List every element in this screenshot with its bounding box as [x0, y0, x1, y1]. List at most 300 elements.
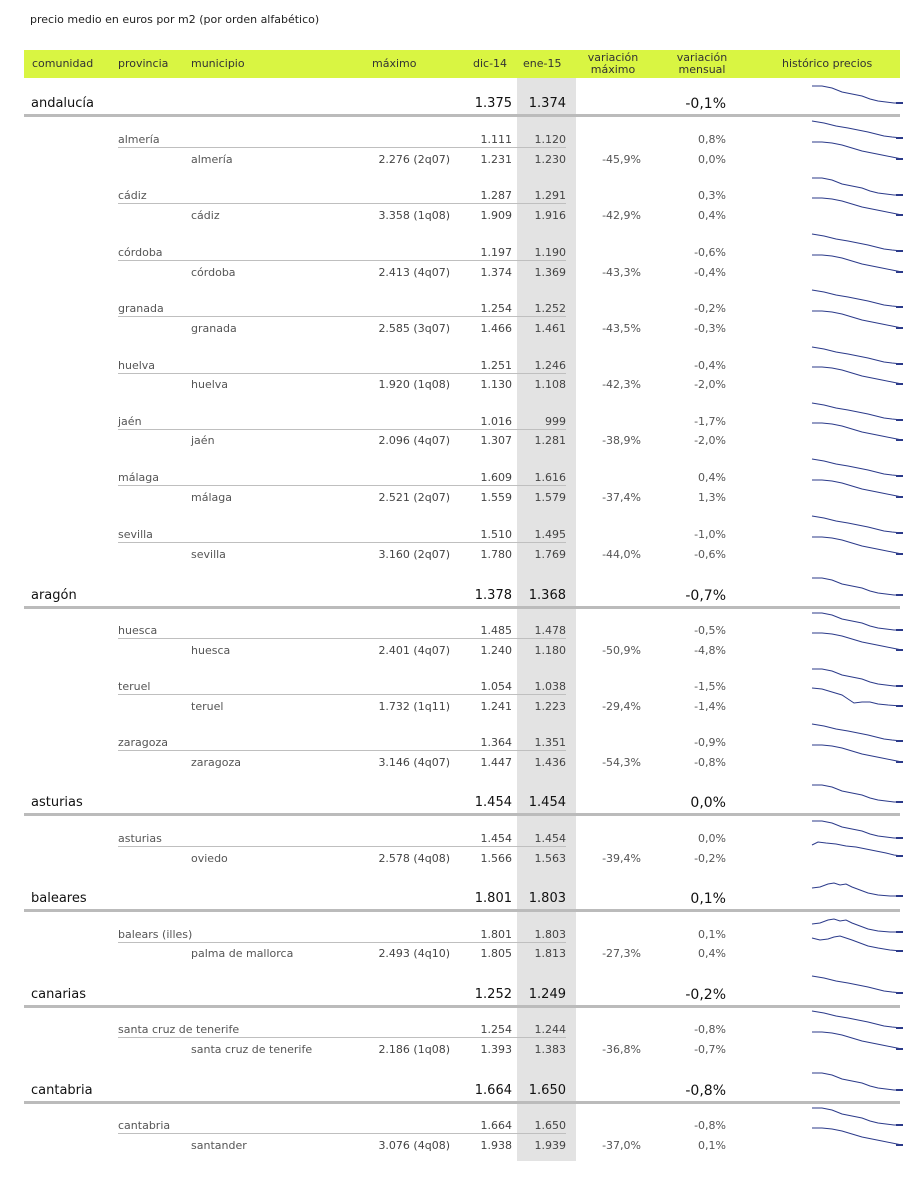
provincia-name: cádiz — [118, 189, 147, 202]
historico-sparkline — [812, 176, 902, 198]
dic-14-value: 1.240 — [480, 644, 512, 657]
sparkline-line — [812, 976, 902, 993]
sparkline-end-marker — [896, 950, 903, 952]
table-row-mun — [0, 545, 914, 565]
provincia-underline — [118, 542, 566, 543]
maximo-value: 1.732 (1q11) — [378, 700, 450, 713]
variacion-mensual-value: 0,8% — [698, 133, 726, 146]
dic-14-value: 1.466 — [480, 322, 512, 335]
municipio-name: córdoba — [191, 266, 236, 279]
provincia-underline — [118, 147, 566, 148]
municipio-name: teruel — [191, 700, 224, 713]
variacion-mensual-value: -0,7% — [694, 1043, 726, 1056]
ene-15-value: 1.249 — [528, 987, 566, 1002]
variacion-maximo-value: -54,3% — [602, 756, 641, 769]
sparkline-end-marker — [896, 306, 903, 308]
provincia-name: huelva — [118, 359, 156, 372]
sparkline-line — [812, 290, 902, 307]
provincia-name: granada — [118, 302, 164, 315]
historico-sparkline — [812, 289, 902, 311]
historico-sparkline — [812, 819, 902, 841]
sparkline-line — [812, 423, 902, 440]
municipio-name: granada — [191, 322, 237, 335]
table-row-mun — [0, 641, 914, 661]
dic-14-value: 1.938 — [480, 1139, 512, 1152]
dic-14-value: 1.805 — [480, 947, 512, 960]
municipio-name: santa cruz de tenerife — [191, 1043, 313, 1056]
comunidad-divider — [24, 1005, 900, 1008]
dic-14-value: 1.197 — [480, 246, 512, 259]
variacion-mensual-value: 0,1% — [690, 891, 726, 907]
comunidad-divider — [24, 606, 900, 609]
header-provincia: provincia — [118, 57, 169, 70]
sparkline-end-marker — [896, 1089, 903, 1091]
ene-15-value: 1.383 — [534, 1043, 566, 1056]
dic-14-value: 1.231 — [480, 153, 512, 166]
ene-15-value: 1.180 — [534, 644, 566, 657]
variacion-mensual-value: -1,4% — [694, 700, 726, 713]
table-row-mun — [0, 319, 914, 339]
historico-sparkline — [812, 687, 902, 709]
variacion-maximo-value: -36,8% — [602, 1043, 641, 1056]
sparkline-line — [812, 178, 902, 195]
ene-15-value: 1.291 — [534, 189, 566, 202]
provincia-underline — [118, 1037, 566, 1038]
table-header — [24, 50, 900, 78]
municipio-name: huesca — [191, 644, 231, 657]
dic-14-value: 1.780 — [480, 548, 512, 561]
dic-14-value: 1.510 — [480, 528, 512, 541]
sparkline-end-marker — [896, 214, 903, 216]
variacion-mensual-value: -0,6% — [694, 246, 726, 259]
sparkline-end-marker — [896, 895, 903, 897]
table-row-mun — [0, 431, 914, 451]
table-row-mun — [0, 849, 914, 869]
variacion-mensual-value: -2,0% — [694, 434, 726, 447]
historico-sparkline — [812, 253, 902, 275]
variacion-mensual-value: -0,5% — [694, 624, 726, 637]
variacion-mensual-value: -0,2% — [694, 852, 726, 865]
municipio-name: almería — [191, 153, 233, 166]
municipio-name: jaén — [191, 434, 215, 447]
header-variacion-mensual-line1: variación — [676, 51, 728, 64]
sparkline-end-marker — [896, 761, 903, 763]
table-row-com — [0, 889, 914, 909]
ene-15-value: 1.563 — [534, 852, 566, 865]
municipio-name: oviedo — [191, 852, 228, 865]
table-row-com — [0, 985, 914, 1005]
sparkline-end-marker — [896, 740, 903, 742]
dic-14-value: 1.375 — [474, 96, 512, 111]
sparkline-line — [812, 1128, 902, 1145]
sparkline-end-marker — [896, 855, 903, 857]
provincia-underline — [118, 694, 566, 695]
sparkline-end-marker — [896, 801, 903, 803]
variacion-mensual-value: -0,8% — [685, 1083, 726, 1099]
ene-15-value: 1.351 — [534, 736, 566, 749]
ene-15-value: 1.650 — [534, 1119, 566, 1132]
variacion-mensual-value: -0,7% — [685, 588, 726, 604]
historico-sparkline — [812, 743, 902, 765]
historico-sparkline — [812, 611, 902, 633]
maximo-value: 3.076 (4q08) — [378, 1139, 450, 1152]
ene-15-value: 1.454 — [528, 795, 566, 810]
sparkline-line — [812, 821, 902, 838]
sparkline-line — [812, 142, 902, 159]
dic-14-value: 1.254 — [480, 1023, 512, 1036]
sparkline-line — [812, 936, 902, 951]
provincia-underline — [118, 260, 566, 261]
sparkline-end-marker — [896, 383, 903, 385]
table-row-mun — [0, 753, 914, 773]
comunidad-divider — [24, 813, 900, 816]
sparkline-line — [812, 1073, 902, 1090]
provincia-underline — [118, 373, 566, 374]
sparkline-line — [812, 688, 902, 706]
sparkline-line — [812, 745, 902, 762]
maximo-value: 2.096 (4q07) — [378, 434, 450, 447]
dic-14-value: 1.454 — [480, 832, 512, 845]
variacion-mensual-value: -2,0% — [694, 378, 726, 391]
municipio-name: palma de mallorca — [191, 947, 294, 960]
variacion-mensual-value: 0,4% — [698, 471, 726, 484]
historico-sparkline — [812, 1106, 902, 1128]
variacion-mensual-value: 0,1% — [698, 928, 726, 941]
ene-15-value: 1.252 — [534, 302, 566, 315]
maximo-value: 2.578 (4q08) — [378, 852, 450, 865]
variacion-mensual-value: -1,0% — [694, 528, 726, 541]
ene-15-value: 1.478 — [534, 624, 566, 637]
historico-sparkline — [812, 140, 902, 162]
historico-sparkline — [812, 478, 902, 500]
provincia-underline — [118, 485, 566, 486]
variacion-mensual-value: 0,4% — [698, 947, 726, 960]
table-row-mun — [0, 1040, 914, 1060]
sparkline-end-marker — [896, 137, 903, 139]
municipio-name: málaga — [191, 491, 232, 504]
table-row-com — [0, 586, 914, 606]
sparkline-line — [812, 724, 902, 741]
maximo-value: 2.276 (2q07) — [378, 153, 450, 166]
comunidad-divider — [24, 909, 900, 912]
dic-14-value: 1.364 — [480, 736, 512, 749]
sparkline-line — [812, 919, 902, 932]
variacion-maximo-value: -42,9% — [602, 209, 641, 222]
header-historico-precios: histórico precios — [782, 57, 873, 70]
provincia-name: jaén — [118, 415, 142, 428]
table-row-com — [0, 1081, 914, 1101]
ene-15-value: 1.223 — [534, 700, 566, 713]
variacion-maximo-value: -38,9% — [602, 434, 641, 447]
dic-14-value: 1.609 — [480, 471, 512, 484]
ene-15-value: 1.368 — [528, 588, 566, 603]
provincia-name: asturias — [118, 832, 162, 845]
header-variacion-maximo — [579, 52, 647, 76]
dic-14-value: 1.447 — [480, 756, 512, 769]
ene-15-value: 1.120 — [534, 133, 566, 146]
historico-sparkline — [812, 1030, 902, 1052]
ene-15-value: 1.369 — [534, 266, 566, 279]
maximo-value: 3.160 (2q07) — [378, 548, 450, 561]
variacion-mensual-value: -1,7% — [694, 415, 726, 428]
dic-14-value: 1.241 — [480, 700, 512, 713]
variacion-maximo-value: -27,3% — [602, 947, 641, 960]
header-variacion-maximo-line1: variación — [587, 51, 639, 64]
maximo-value: 3.358 (1q08) — [378, 209, 450, 222]
provincia-name: teruel — [118, 680, 151, 693]
provincia-underline — [118, 316, 566, 317]
provincia-underline — [118, 942, 566, 943]
comunidad-divider — [24, 114, 900, 117]
provincia-underline — [118, 429, 566, 430]
sparkline-line — [812, 578, 902, 595]
header-maximo: máximo — [372, 57, 417, 70]
sparkline-line — [812, 347, 902, 364]
variacion-mensual-value: -0,6% — [694, 548, 726, 561]
table-row-mun — [0, 1136, 914, 1156]
ene-15-value: 1.436 — [534, 756, 566, 769]
provincia-underline — [118, 1133, 566, 1134]
variacion-maximo-value: -42,3% — [602, 378, 641, 391]
variacion-mensual-value: 0,0% — [698, 153, 726, 166]
sparkline-line — [812, 234, 902, 251]
sparkline-end-marker — [896, 496, 903, 498]
historico-sparkline — [812, 515, 902, 537]
ene-15-value: 1.939 — [534, 1139, 566, 1152]
variacion-mensual-value: -0,8% — [694, 1119, 726, 1132]
sparkline-line — [812, 613, 902, 630]
table-row-mun — [0, 488, 914, 508]
sparkline-end-marker — [896, 553, 903, 555]
variacion-maximo-value: -29,4% — [602, 700, 641, 713]
dic-14-value: 1.287 — [480, 189, 512, 202]
ene-15-value: 1.916 — [534, 209, 566, 222]
sparkline-line — [812, 669, 902, 686]
sparkline-line — [812, 537, 902, 554]
provincia-underline — [118, 203, 566, 204]
provincia-underline — [118, 846, 566, 847]
variacion-mensual-value: -0,8% — [694, 756, 726, 769]
historico-sparkline — [812, 309, 902, 331]
variacion-mensual-value: -0,2% — [694, 302, 726, 315]
table-row-mun — [0, 375, 914, 395]
dic-14-value: 1.801 — [480, 928, 512, 941]
municipio-name: santander — [191, 1139, 247, 1152]
variacion-mensual-value: -0,8% — [694, 1023, 726, 1036]
header-ene-15: ene-15 — [523, 57, 562, 70]
sparkline-end-marker — [896, 327, 903, 329]
sparkline-end-marker — [896, 439, 903, 441]
sparkline-end-marker — [896, 649, 903, 651]
dic-14-value: 1.254 — [480, 302, 512, 315]
variacion-maximo-value: -45,9% — [602, 153, 641, 166]
ene-15-value: 1.616 — [534, 471, 566, 484]
provincia-name: santa cruz de tenerife — [118, 1023, 240, 1036]
comunidad-name: aragón — [31, 588, 77, 603]
sparkline-end-marker — [896, 1144, 903, 1146]
sparkline-line — [812, 785, 902, 802]
municipio-name: sevilla — [191, 548, 226, 561]
table-caption: precio medio en euros por m2 (por orden alfabético) — [30, 13, 320, 26]
sparkline-line — [812, 883, 902, 896]
dic-14-value: 1.566 — [480, 852, 512, 865]
sparkline-end-marker — [896, 250, 903, 252]
comunidad-divider — [24, 1101, 900, 1104]
dic-14-value: 1.016 — [480, 415, 512, 428]
header-dic-14: dic-14 — [473, 57, 508, 70]
variacion-mensual-value: 0,0% — [690, 795, 726, 811]
dic-14-value: 1.252 — [474, 987, 512, 1002]
ene-15-value: 1.803 — [528, 891, 566, 906]
variacion-maximo-value: -37,0% — [602, 1139, 641, 1152]
sparkline-end-marker — [896, 1048, 903, 1050]
ene-15-value: 1.769 — [534, 548, 566, 561]
sparkline-end-marker — [896, 705, 903, 707]
variacion-mensual-value: -4,8% — [694, 644, 726, 657]
historico-sparkline — [812, 120, 902, 142]
maximo-value: 2.493 (4q10) — [378, 947, 450, 960]
municipio-name: cádiz — [191, 209, 220, 222]
variacion-mensual-value: 1,3% — [698, 491, 726, 504]
provincia-underline — [118, 750, 566, 751]
historico-sparkline — [812, 667, 902, 689]
maximo-value: 2.521 (2q07) — [378, 491, 450, 504]
dic-14-value: 1.664 — [474, 1083, 512, 1098]
variacion-maximo-value: -50,9% — [602, 644, 641, 657]
comunidad-name: asturias — [31, 795, 83, 810]
ene-15-value: 1.495 — [534, 528, 566, 541]
variacion-mensual-value: -0,1% — [685, 96, 726, 112]
variacion-maximo-value: -44,0% — [602, 548, 641, 561]
dic-14-value: 1.374 — [480, 266, 512, 279]
sparkline-line — [812, 367, 902, 384]
dic-14-value: 1.801 — [474, 891, 512, 906]
comunidad-name: canarias — [31, 987, 87, 1002]
variacion-mensual-value: 0,1% — [698, 1139, 726, 1152]
comunidad-name: andalucía — [31, 96, 95, 111]
sparkline-line — [812, 1032, 902, 1049]
historico-sparkline — [812, 1010, 902, 1032]
ene-15-value: 1.038 — [534, 680, 566, 693]
ene-15-value: 1.579 — [534, 491, 566, 504]
maximo-value: 2.585 (3q07) — [378, 322, 450, 335]
ene-15-value: 1.190 — [534, 246, 566, 259]
variacion-mensual-value: 0,3% — [698, 189, 726, 202]
maximo-value: 3.146 (4q07) — [378, 756, 450, 769]
dic-14-value: 1.909 — [480, 209, 512, 222]
sparkline-end-marker — [896, 992, 903, 994]
sparkline-end-marker — [896, 102, 903, 104]
sparkline-end-marker — [896, 1027, 903, 1029]
variacion-mensual-value: -1,5% — [694, 680, 726, 693]
historico-sparkline — [812, 631, 902, 653]
variacion-mensual-value: 0,0% — [698, 832, 726, 845]
sparkline-line — [812, 1108, 902, 1125]
table-row-mun — [0, 697, 914, 717]
historico-sparkline — [812, 233, 902, 255]
provincia-name: zaragoza — [118, 736, 169, 749]
ene-15-value: 1.281 — [534, 434, 566, 447]
sparkline-end-marker — [896, 158, 903, 160]
sparkline-end-marker — [896, 594, 903, 596]
table-row-com — [0, 94, 914, 114]
variacion-maximo-value: -43,5% — [602, 322, 641, 335]
variacion-mensual-value: 0,4% — [698, 209, 726, 222]
dic-14-value: 1.485 — [480, 624, 512, 637]
variacion-maximo-value: -43,3% — [602, 266, 641, 279]
provincia-name: almería — [118, 133, 160, 146]
municipio-name: zaragoza — [191, 756, 242, 769]
variacion-mensual-value: -0,3% — [694, 322, 726, 335]
historico-sparkline — [812, 535, 902, 557]
sparkline-line — [812, 633, 902, 650]
ene-15-value: 1.813 — [534, 947, 566, 960]
sparkline-line — [812, 516, 902, 533]
provincia-underline — [118, 638, 566, 639]
maximo-value: 2.401 (4q07) — [378, 644, 450, 657]
table-row-com — [0, 793, 914, 813]
variacion-mensual-value: -0,9% — [694, 736, 726, 749]
provincia-name: sevilla — [118, 528, 153, 541]
historico-sparkline — [812, 934, 902, 956]
historico-sparkline — [812, 1071, 902, 1093]
ene-15-value: 1.246 — [534, 359, 566, 372]
comunidad-name: cantabria — [31, 1083, 93, 1098]
provincia-name: huesca — [118, 624, 158, 637]
historico-sparkline — [812, 365, 902, 387]
ene-15-value: 999 — [545, 415, 566, 428]
table-row-mun — [0, 150, 914, 170]
dic-14-value: 1.559 — [480, 491, 512, 504]
sparkline-end-marker — [896, 475, 903, 477]
header-variacion-mensual-line2: mensual — [678, 63, 726, 76]
variacion-mensual-value: -0,2% — [685, 987, 726, 1003]
sparkline-end-marker — [896, 532, 903, 534]
dic-14-value: 1.111 — [480, 133, 512, 146]
sparkline-line — [812, 311, 902, 328]
historico-sparkline — [812, 879, 902, 901]
variacion-maximo-value: -37,4% — [602, 491, 641, 504]
dic-14-value: 1.054 — [480, 680, 512, 693]
ene-15-value: 1.230 — [534, 153, 566, 166]
sparkline-line — [812, 459, 902, 476]
ene-15-value: 1.108 — [534, 378, 566, 391]
table-row-mun — [0, 263, 914, 283]
historico-sparkline — [812, 458, 902, 480]
municipio-name: huelva — [191, 378, 229, 391]
ene-15-value: 1.374 — [528, 96, 566, 111]
sparkline-line — [812, 198, 902, 215]
sparkline-end-marker — [896, 271, 903, 273]
comunidad-name: baleares — [31, 891, 87, 906]
dic-14-value: 1.130 — [480, 378, 512, 391]
dic-14-value: 1.454 — [474, 795, 512, 810]
sparkline-line — [812, 255, 902, 272]
maximo-value: 2.413 (4q07) — [378, 266, 450, 279]
sparkline-line — [812, 403, 902, 420]
sparkline-line — [812, 1011, 902, 1028]
provincia-name: córdoba — [118, 246, 163, 259]
ene-15-value: 1.461 — [534, 322, 566, 335]
maximo-value: 1.920 (1q08) — [378, 378, 450, 391]
dic-14-value: 1.307 — [480, 434, 512, 447]
table-row-mun — [0, 206, 914, 226]
historico-sparkline — [812, 839, 902, 861]
header-comunidad: comunidad — [32, 57, 94, 70]
sparkline-end-marker — [896, 931, 903, 933]
variacion-maximo-value: -39,4% — [602, 852, 641, 865]
provincia-name: cantabria — [118, 1119, 171, 1132]
